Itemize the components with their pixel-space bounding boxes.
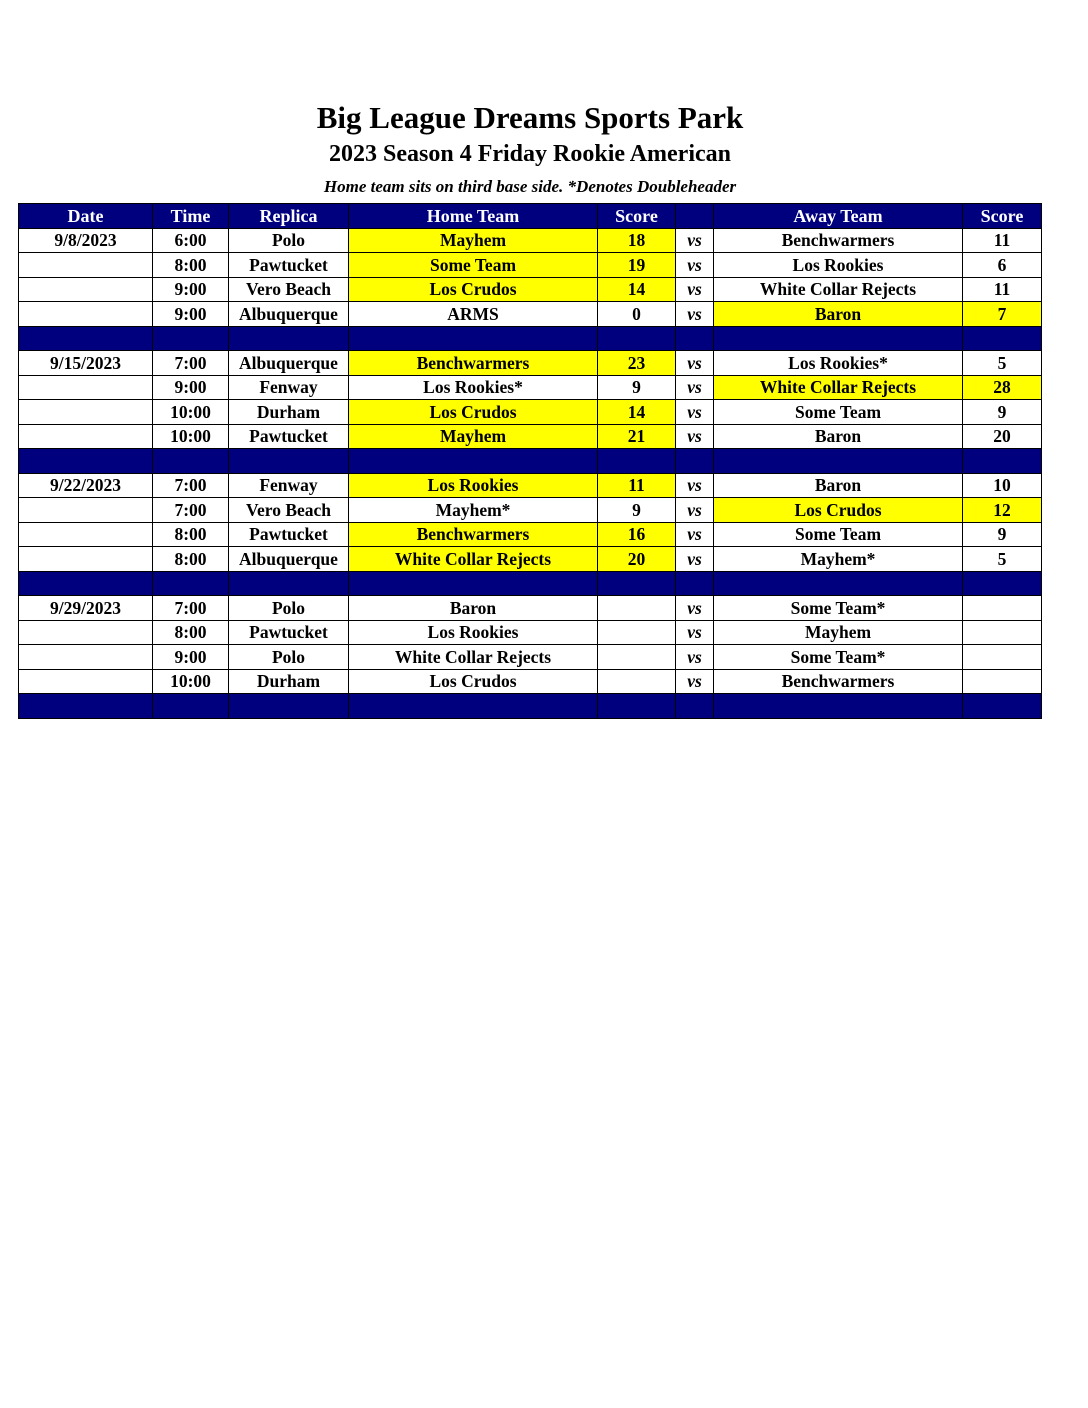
home-score [598, 645, 676, 670]
game-date [19, 302, 153, 327]
game-replica: Pawtucket [229, 424, 349, 449]
col-header-date: Date [19, 204, 153, 229]
home-team: Benchwarmers [349, 522, 598, 547]
separator-cell [676, 571, 714, 596]
game-time: 10:00 [153, 669, 229, 694]
home-score: 9 [598, 375, 676, 400]
separator-cell [714, 694, 963, 719]
away-team: Benchwarmers [714, 669, 963, 694]
away-score: 11 [963, 277, 1042, 302]
away-score: 5 [963, 547, 1042, 572]
home-score: 11 [598, 473, 676, 498]
away-score: 28 [963, 375, 1042, 400]
away-score: 12 [963, 498, 1042, 523]
separator-cell [19, 449, 153, 474]
separator-cell [19, 326, 153, 351]
separator-cell [229, 694, 349, 719]
away-team: Mayhem [714, 620, 963, 645]
vs-label: vs [676, 547, 714, 572]
away-team: Los Rookies* [714, 351, 963, 376]
separator-cell [963, 449, 1042, 474]
game-time: 10:00 [153, 400, 229, 425]
separator-cell [153, 449, 229, 474]
game-replica: Albuquerque [229, 351, 349, 376]
game-date [19, 547, 153, 572]
vs-label: vs [676, 645, 714, 670]
game-row [19, 302, 1042, 327]
vs-label: vs [676, 424, 714, 449]
game-time: 7:00 [153, 351, 229, 376]
home-team: Mayhem* [349, 498, 598, 523]
game-row [19, 400, 1042, 425]
schedule-table [18, 203, 1042, 719]
vs-label: vs [676, 277, 714, 302]
schedule-body [19, 228, 1042, 718]
game-replica: Polo [229, 596, 349, 621]
away-score: 9 [963, 400, 1042, 425]
game-date: 9/15/2023 [19, 351, 153, 376]
week-separator-row [19, 449, 1042, 474]
game-time: 7:00 [153, 596, 229, 621]
separator-cell [153, 571, 229, 596]
separator-cell [19, 694, 153, 719]
game-row [19, 375, 1042, 400]
vs-label: vs [676, 228, 714, 253]
vs-label: vs [676, 669, 714, 694]
game-replica: Pawtucket [229, 620, 349, 645]
game-row [19, 473, 1042, 498]
home-score: 18 [598, 228, 676, 253]
week-separator-row [19, 571, 1042, 596]
away-team: Some Team [714, 400, 963, 425]
game-row [19, 547, 1042, 572]
separator-cell [963, 694, 1042, 719]
separator-cell [963, 571, 1042, 596]
away-team: Some Team* [714, 645, 963, 670]
week-separator-row [19, 326, 1042, 351]
game-date [19, 253, 153, 278]
game-replica: Polo [229, 228, 349, 253]
week-separator-row [19, 694, 1042, 719]
home-team: Los Crudos [349, 400, 598, 425]
home-score: 14 [598, 400, 676, 425]
page-title: Big League Dreams Sports Park [316, 100, 744, 135]
away-score [963, 596, 1042, 621]
vs-label: vs [676, 302, 714, 327]
home-team: Benchwarmers [349, 351, 598, 376]
game-row [19, 498, 1042, 523]
col-header-home-team: Home Team [349, 204, 598, 229]
separator-cell [229, 326, 349, 351]
game-row [19, 669, 1042, 694]
home-score: 0 [598, 302, 676, 327]
separator-cell [676, 694, 714, 719]
home-score [598, 669, 676, 694]
away-score: 10 [963, 473, 1042, 498]
separator-cell [349, 449, 598, 474]
game-replica: Polo [229, 645, 349, 670]
away-team: Some Team [714, 522, 963, 547]
game-time: 8:00 [153, 522, 229, 547]
game-date [19, 424, 153, 449]
separator-cell [676, 326, 714, 351]
away-team: Mayhem* [714, 547, 963, 572]
home-team: White Collar Rejects [349, 645, 598, 670]
game-date: 9/22/2023 [19, 473, 153, 498]
separator-cell [349, 694, 598, 719]
home-score: 20 [598, 547, 676, 572]
away-team: Baron [714, 473, 963, 498]
col-header-away-team: Away Team [714, 204, 963, 229]
game-replica: Durham [229, 669, 349, 694]
col-header-home-score: Score [598, 204, 676, 229]
game-row [19, 277, 1042, 302]
game-replica: Pawtucket [229, 522, 349, 547]
home-team: Los Crudos [349, 277, 598, 302]
separator-cell [598, 571, 676, 596]
home-score: 23 [598, 351, 676, 376]
game-replica: Pawtucket [229, 253, 349, 278]
vs-label: vs [676, 253, 714, 278]
game-date [19, 522, 153, 547]
game-replica: Fenway [229, 473, 349, 498]
vs-label: vs [676, 375, 714, 400]
game-time: 6:00 [153, 228, 229, 253]
separator-cell [714, 326, 963, 351]
game-row [19, 253, 1042, 278]
away-team: Some Team* [714, 596, 963, 621]
home-team: White Collar Rejects [349, 547, 598, 572]
game-time: 7:00 [153, 473, 229, 498]
vs-label: vs [676, 400, 714, 425]
away-team: Los Crudos [714, 498, 963, 523]
away-score [963, 620, 1042, 645]
game-row [19, 645, 1042, 670]
game-date [19, 375, 153, 400]
home-team: Los Crudos [349, 669, 598, 694]
table-header-row [19, 204, 1042, 229]
vs-label: vs [676, 522, 714, 547]
away-team: Los Rookies [714, 253, 963, 278]
home-team: Baron [349, 596, 598, 621]
game-row [19, 596, 1042, 621]
separator-cell [349, 326, 598, 351]
home-score: 21 [598, 424, 676, 449]
page-note: Home team sits on third base side. *Denotes Doubleheader [323, 177, 737, 196]
home-team: Mayhem [349, 424, 598, 449]
separator-cell [598, 694, 676, 719]
home-team: Some Team [349, 253, 598, 278]
game-row [19, 522, 1042, 547]
page-subtitle: 2023 Season 4 Friday Rookie American [329, 141, 731, 167]
home-score: 16 [598, 522, 676, 547]
game-row [19, 620, 1042, 645]
game-date [19, 277, 153, 302]
game-replica: Fenway [229, 375, 349, 400]
col-header-vs [676, 204, 714, 229]
separator-cell [229, 571, 349, 596]
game-time: 9:00 [153, 375, 229, 400]
away-score: 9 [963, 522, 1042, 547]
home-team: ARMS [349, 302, 598, 327]
home-score [598, 620, 676, 645]
col-header-replica: Replica [229, 204, 349, 229]
separator-cell [598, 326, 676, 351]
game-row [19, 228, 1042, 253]
away-team: White Collar Rejects [714, 277, 963, 302]
game-date [19, 645, 153, 670]
vs-label: vs [676, 498, 714, 523]
game-time: 8:00 [153, 253, 229, 278]
home-team: Los Rookies [349, 620, 598, 645]
col-header-time: Time [153, 204, 229, 229]
away-team: Benchwarmers [714, 228, 963, 253]
separator-cell [714, 449, 963, 474]
game-date [19, 669, 153, 694]
away-score [963, 645, 1042, 670]
game-time: 9:00 [153, 277, 229, 302]
away-score: 5 [963, 351, 1042, 376]
game-row [19, 424, 1042, 449]
away-score: 11 [963, 228, 1042, 253]
col-header-away-score: Score [963, 204, 1042, 229]
game-replica: Vero Beach [229, 277, 349, 302]
game-time: 8:00 [153, 620, 229, 645]
away-score: 6 [963, 253, 1042, 278]
home-team: Los Rookies* [349, 375, 598, 400]
separator-cell [676, 449, 714, 474]
separator-cell [229, 449, 349, 474]
separator-cell [19, 571, 153, 596]
away-score: 7 [963, 302, 1042, 327]
separator-cell [153, 326, 229, 351]
separator-cell [598, 449, 676, 474]
vs-label: vs [676, 473, 714, 498]
separator-cell [714, 571, 963, 596]
away-score: 20 [963, 424, 1042, 449]
game-replica: Durham [229, 400, 349, 425]
game-date [19, 400, 153, 425]
game-replica: Albuquerque [229, 302, 349, 327]
game-time: 9:00 [153, 302, 229, 327]
home-score: 19 [598, 253, 676, 278]
home-score: 14 [598, 277, 676, 302]
game-time: 10:00 [153, 424, 229, 449]
away-team: Baron [714, 302, 963, 327]
vs-label: vs [676, 620, 714, 645]
vs-label: vs [676, 596, 714, 621]
game-time: 7:00 [153, 498, 229, 523]
game-date: 9/8/2023 [19, 228, 153, 253]
game-replica: Vero Beach [229, 498, 349, 523]
home-team: Mayhem [349, 228, 598, 253]
away-score [963, 669, 1042, 694]
home-score [598, 596, 676, 621]
game-time: 8:00 [153, 547, 229, 572]
separator-cell [153, 694, 229, 719]
separator-cell [963, 326, 1042, 351]
game-date: 9/29/2023 [19, 596, 153, 621]
game-time: 9:00 [153, 645, 229, 670]
home-team: Los Rookies [349, 473, 598, 498]
away-team: White Collar Rejects [714, 375, 963, 400]
away-team: Baron [714, 424, 963, 449]
game-date [19, 498, 153, 523]
game-row [19, 351, 1042, 376]
home-score: 9 [598, 498, 676, 523]
game-date [19, 620, 153, 645]
vs-label: vs [676, 351, 714, 376]
game-replica: Albuquerque [229, 547, 349, 572]
separator-cell [349, 571, 598, 596]
